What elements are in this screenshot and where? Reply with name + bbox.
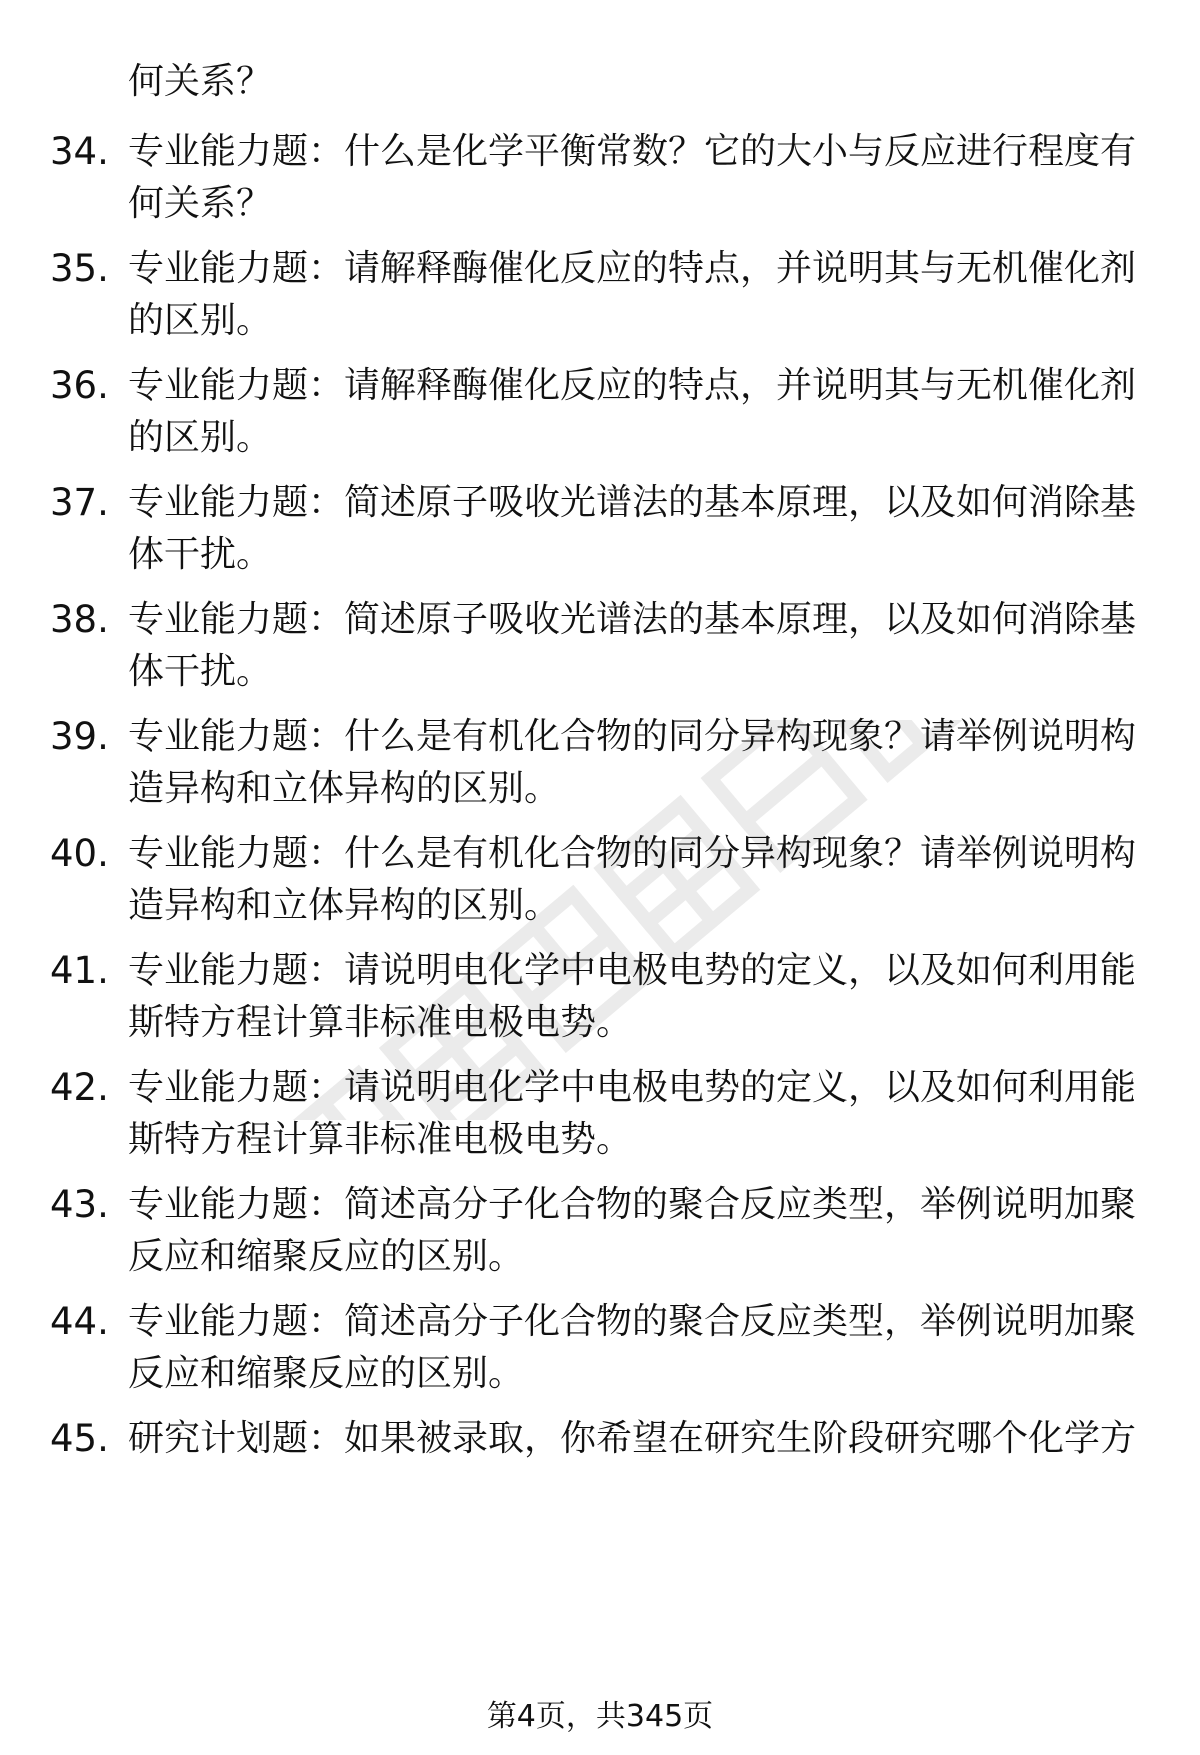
question-line-2: 反应和缩聚反应的区别。	[128, 1353, 525, 1394]
question-text	[128, 1296, 1200, 1400]
question-text	[128, 1179, 1200, 1283]
question-line-2: 造异构和立体异构的区别。	[128, 885, 561, 926]
question-number: 41.	[50, 949, 109, 992]
question-number: 39.	[50, 715, 109, 758]
question-text	[128, 477, 1200, 581]
question-line-1: 专业能力题：简述高分子化合物的聚合反应类型，举例说明加聚	[128, 1184, 1137, 1225]
question-number: 34.	[50, 130, 109, 173]
question-number: 45.	[50, 1417, 109, 1460]
question-line-2: 斯特方程计算非标准电极电势。	[128, 1119, 633, 1160]
question-line-1: 专业能力题：请说明电化学中电极电势的定义，以及如何利用能	[128, 950, 1137, 991]
question-line-2: 斯特方程计算非标准电极电势。	[128, 1002, 633, 1043]
question-line-1: 专业能力题：简述原子吸收光谱法的基本原理，以及如何消除基	[128, 482, 1137, 523]
question-number: 36.	[50, 364, 109, 407]
question-continuation-text: 何关系？	[128, 61, 273, 102]
question-number: 37.	[50, 481, 109, 524]
question-text	[128, 594, 1200, 698]
question-text	[128, 1413, 1200, 1465]
question-number: 40.	[50, 832, 109, 875]
question-number: 35.	[50, 247, 109, 290]
question-text	[128, 1062, 1200, 1166]
page-number-footer: 第4页，共345页	[486, 1699, 714, 1734]
question-text	[128, 360, 1200, 464]
question-line-1: 专业能力题：请解释酶催化反应的特点，并说明其与无机催化剂	[128, 248, 1137, 289]
question-text	[128, 126, 1200, 230]
question-line-2: 何关系？	[128, 183, 273, 224]
question-number: 44.	[50, 1300, 109, 1343]
question-line-2: 体干扰。	[128, 534, 273, 575]
question-line-1: 专业能力题：什么是化学平衡常数？它的大小与反应进行程度有	[128, 131, 1137, 172]
question-line-1: 研究计划题：如果被录取，你希望在研究生阶段研究哪个化学方	[128, 1418, 1137, 1459]
question-line-2: 的区别。	[128, 417, 273, 458]
question-line-1: 专业能力题：请解释酶催化反应的特点，并说明其与无机催化剂	[128, 365, 1137, 406]
question-line-1: 专业能力题：什么是有机化合物的同分异构现象？请举例说明构	[128, 716, 1137, 757]
question-number: 42.	[50, 1066, 109, 1109]
question-line-2: 造异构和立体异构的区别。	[128, 768, 561, 809]
question-line-1: 专业能力题：简述原子吸收光谱法的基本原理，以及如何消除基	[128, 599, 1137, 640]
question-text	[128, 945, 1200, 1049]
question-line-2: 反应和缩聚反应的区别。	[128, 1236, 525, 1277]
question-line-1: 专业能力题：请说明电化学中电极电势的定义，以及如何利用能	[128, 1067, 1137, 1108]
question-line-2: 的区别。	[128, 300, 273, 341]
question-line-1: 专业能力题：简述高分子化合物的聚合反应类型，举例说明加聚	[128, 1301, 1137, 1342]
question-text	[128, 711, 1200, 815]
question-number: 43.	[50, 1183, 109, 1226]
question-line-2: 体干扰。	[128, 651, 273, 692]
question-text	[128, 828, 1200, 932]
question-text	[128, 243, 1200, 347]
question-number: 38.	[50, 598, 109, 641]
question-line-1: 专业能力题：什么是有机化合物的同分异构现象？请举例说明构	[128, 833, 1137, 874]
